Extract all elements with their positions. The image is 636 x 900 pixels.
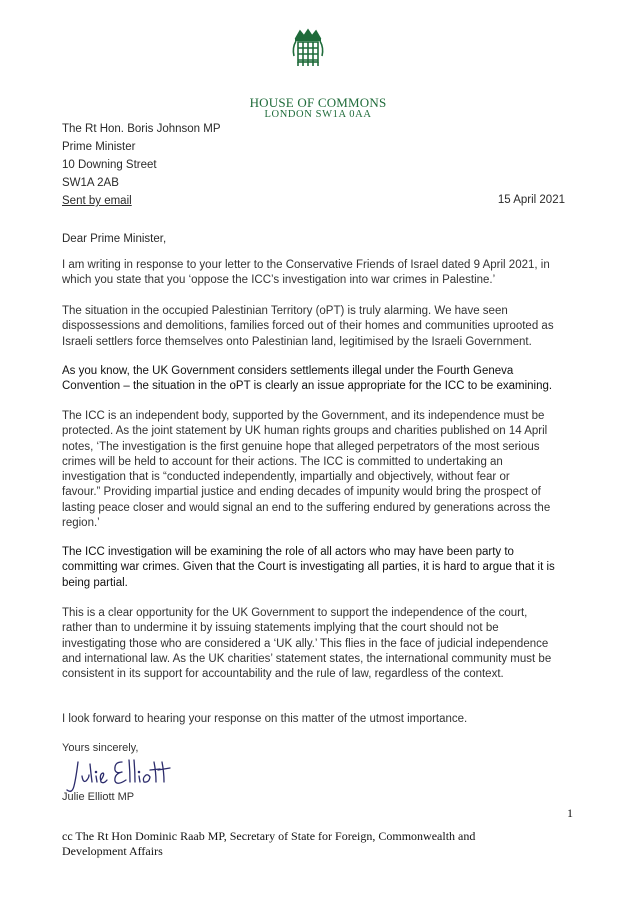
letter-date: 15 April 2021 bbox=[497, 194, 565, 206]
body-paragraph: I am writing in response to your letter to the Conservative Friends of Israel dated 9 April 2021, in which you state that you ‘oppose the ICC’s investigation into war crimes in Palestine.’ bbox=[62, 259, 550, 287]
page-number: 1 bbox=[567, 806, 573, 820]
closing: Yours sincerely, bbox=[62, 742, 139, 754]
cc-line: cc The Rt Hon Dominic Raab MP, Secretary of State for Foreign, Commonwealth and Development Affairs bbox=[62, 829, 476, 858]
portcullis-icon bbox=[288, 28, 328, 70]
body-paragraph: The situation in the occupied Palestinian Territory (oPT) is truly alarming. We have seen dispossessions and demolitions, families forced out of their homes and communities uprooted as Israeli settlers force themselves onto Palestinian land, legitimised by the Israeli Government. bbox=[62, 305, 554, 348]
body-paragraph: This is a clear opportunity for the UK Government to support the independence of the court, rather than to undermine it by issuing statements implying that the court should not be investigating those who are considered a ‘UK ally.’ This flies in the face of judicial independence and international law. As the UK charities’ statement states, the international community must be consistent in its support for accountability and the rule of law, regardless of the context. bbox=[62, 607, 552, 681]
body-paragraph: As you know, the UK Government considers settlements illegal under the Fourth Geneva Convention – the situation in the oPT is clearly an issue appropriate for the ICC to be examining. bbox=[62, 365, 553, 393]
delivery-method: Sent by email bbox=[62, 195, 132, 207]
body-paragraph: The ICC investigation will be examining the role of all actors who may have been party to committing war crimes. Given that the Court is investigating all parties, it is hard to argue that it is being partial. bbox=[62, 546, 555, 589]
salutation: Dear Prime Minister, bbox=[62, 233, 167, 245]
letterhead-address: LONDON SW1A 0AA bbox=[264, 109, 372, 120]
recipient-postcode: SW1A 2AB bbox=[62, 177, 119, 189]
body-paragraph: I look forward to hearing your response on this matter of the utmost importance. bbox=[62, 713, 468, 725]
signatory-name: Julie Elliott MP bbox=[62, 791, 135, 803]
body-paragraph: The ICC is an independent body, supported by the Government, and its independence must be protected. As the joint statement by UK human rights groups and charities published on 14 April notes, ‘The investigation is the first genuine hope that alleged perpetrators of the most serious crimes will be held to account for their actions. The ICC is committed to undertaking an investigation that is “conducted independently, impartially and objectively, without fear or favour.” Providing impartial justice and ending decades of impunity would bring the prospect of lasting peace closer and would signal an end to the suffering endured by generations across the region.’ bbox=[62, 410, 551, 530]
recipient-title: Prime Minister bbox=[62, 141, 136, 153]
letterhead-name: HOUSE OF COMMONS bbox=[249, 95, 387, 110]
recipient-name: The Rt Hon. Boris Johnson MP bbox=[62, 123, 221, 135]
recipient-street: 10 Downing Street bbox=[62, 159, 157, 171]
signature bbox=[64, 756, 194, 796]
